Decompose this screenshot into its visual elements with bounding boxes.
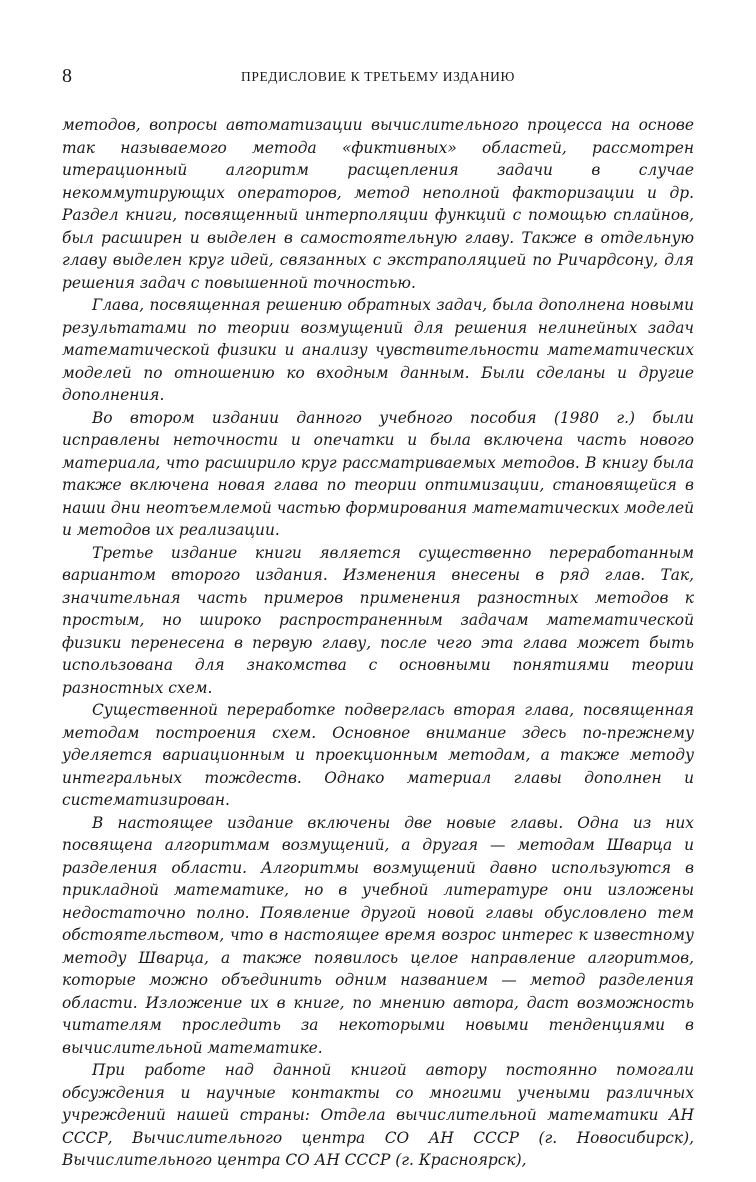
- paragraph: В настоящее издание включены две новые главы. Одна из них посвящена алгоритмам возмущений, а другая — методам Шварца и разделения области. Алгоритмы возмущений давно используются в прикладной математике, но в учебной литературе они изложены недостаточно полно. Появление другой новой главы обусловлено тем обстоятельством, что в настоящее время возрос интерес к известному методу Шварца, а также появилось целое направление алгоритмов, которые можно объединить одним названием — метод разделения области. Изложение их в книге, по мнению автора, даст возможность читателям проследить за некоторыми новыми тенденциями в вычислительной математике.: [62, 813, 694, 1057]
- paragraph: При работе над данной книгой автору постоянно помогали обсуждения и научные контакты со многими учеными различных учреждений нашей страны: Отдела вычислительной математики АН СССР, Вычислительного центра СО АН СССР (г. Новосибирск), Вычислительного центра СО АН СССР (г. Красноярск),: [62, 1061, 694, 1169]
- paragraph: Третье издание книги является существенно переработанным вариантом второго издания. Изменения внесены в ряд глав. Так, значительная часть примеров применения разностных методов к простым, но широко распространенным задачам математической физики перенесена в первую главу, после чего эта глава может быть использована для знакомства с основными понятиями теории разностных схем.: [62, 543, 694, 697]
- paragraph: Существенной переработке подверглась вторая глава, посвященная методам построения схем. Основное внимание здесь по-прежнему уделяется вариационным и проекционным методам, а также методу интегральных тождеств. Однако материал главы дополнен и систематизирован.: [62, 701, 694, 809]
- paragraph: Глава, посвященная решению обратных задач, была дополнена новыми результатами по теории возмущений для решения нелинейных задач математической физики и анализу чувствительности математических моделей по отношению ко входным данным. Были сделаны и другие дополнения.: [62, 296, 694, 404]
- page-header: [62, 66, 694, 90]
- paragraph: Во втором издании данного учебного пособия (1980 г.) были исправлены неточности и опечатки и была включена часть нового материала, что расширило круг рассматриваемых методов. В книгу была также включена новая глава по теории оптимизации, становящейся в наши дни неотъемлемой частью формирования математических моделей и методов их реализации.: [62, 408, 694, 539]
- page-body: [62, 114, 694, 1172]
- running-title: ПРЕДИСЛОВИЕ К ТРЕТЬЕМУ ИЗДАНИЮ: [241, 69, 515, 84]
- paragraph-continuation: методов, вопросы автоматизации вычислительного процесса на основе так называемого метода «фиктивных» областей, рассмотрен итерационный алгоритм расщепления задачи в случае некоммутирующих операторов, метод неполной факторизации и др. Раздел книги, посвященный интерполяции функций с помощью сплайнов, был расширен и выделен в самостоятельную главу. Также в отдельную главу выделен круг идей, связанных с экстраполяцией по Ричардсону, для решения задач с повышенной точностью.: [62, 116, 694, 292]
- page-number: 8: [62, 65, 72, 87]
